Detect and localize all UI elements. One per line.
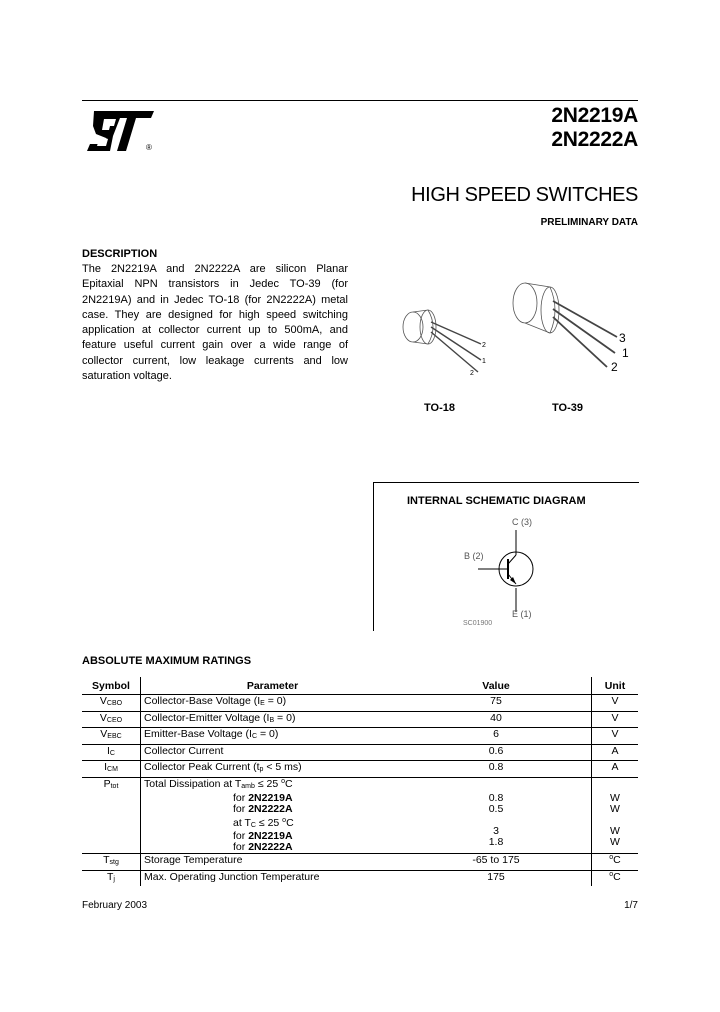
to18-pin-label: 2 <box>470 370 474 377</box>
table-row: IC Collector Current 0.6 A <box>82 744 638 761</box>
to39-pin-label: 1 <box>622 346 629 360</box>
table-row: ICM Collector Peak Current (tp < 5 ms) 0.8 A <box>82 761 638 778</box>
page-title: HIGH SPEED SWITCHES <box>411 184 638 206</box>
table-row: VCBO Collector-Base Voltage (IE = 0) 75 V <box>82 695 638 712</box>
schematic-code: SC01900 <box>463 620 493 627</box>
table-row: VEBC Emitter-Base Voltage (IC = 0) 6 V <box>82 728 638 745</box>
footer-date: February 2003 <box>82 900 148 911</box>
description-heading: DESCRIPTION <box>82 248 158 260</box>
registered-mark: ® <box>146 143 152 152</box>
col-parameter: Parameter <box>141 677 402 695</box>
col-symbol: Symbol <box>82 677 141 695</box>
table-row: VCEO Collector-Emitter Voltage (IB = 0) 40 V <box>82 711 638 728</box>
to18-pin-label: 1 <box>482 358 486 365</box>
col-value: Value <box>401 677 592 695</box>
col-unit: Unit <box>592 677 639 695</box>
part-number-1: 2N2219A <box>551 104 638 127</box>
description-text: The 2N2219A and 2N2222A are silicon Planar Epitaxial NPN transistors in Jedec TO-39 (for 2N2219A) and in Jedec TO-18 (for 2N2222A) metal case. They are designed for high speed switching application at collector current up to 500mA, and feature useful current gain over a wide range of collector current, low leakage currents and low saturation voltage. <box>82 263 348 383</box>
to39-pin-label: 3 <box>619 331 626 345</box>
base-label: B (2) <box>464 551 484 561</box>
ratings-heading: ABSOLUTE MAXIMUM RATINGS <box>82 655 252 667</box>
schematic-title: INTERNAL SCHEMATIC DIAGRAM <box>407 495 586 507</box>
table-row: Tstg Storage Temperature -65 to 175 $^o$C <box>82 854 638 871</box>
to39-package-drawing <box>505 275 625 375</box>
top-rule <box>82 100 638 101</box>
preliminary-label: PRELIMINARY DATA <box>540 217 638 228</box>
part-number-2: 2N2222A <box>551 128 638 151</box>
table-row: Tj Max. Operating Junction Temperature 175 $^o$C <box>82 870 638 886</box>
to18-package-drawing <box>393 300 493 385</box>
to39-pin-label: 2 <box>611 360 618 374</box>
table-header-row <box>82 677 638 695</box>
table-row: at TC ≤ 25 $^o$C for 2N2219A for 2N2222A 3 1.8 W W <box>82 815 638 854</box>
to18-label: TO-18 <box>424 402 455 414</box>
footer-page: 1/7 <box>624 900 638 911</box>
to39-label: TO-39 <box>552 402 583 414</box>
to18-pin-label: 2 <box>482 342 486 349</box>
emitter-label: E (1) <box>512 609 532 619</box>
npn-transistor-symbol <box>470 520 550 620</box>
ratings-table <box>82 677 638 886</box>
table-row: for 2N2219A for 2N2222A 0.8 0.5 W W <box>82 793 638 815</box>
table-row: Ptot Total Dissipation at Tamb ≤ 25 $^o$C <box>82 777 638 793</box>
collector-label: C (3) <box>512 517 532 527</box>
